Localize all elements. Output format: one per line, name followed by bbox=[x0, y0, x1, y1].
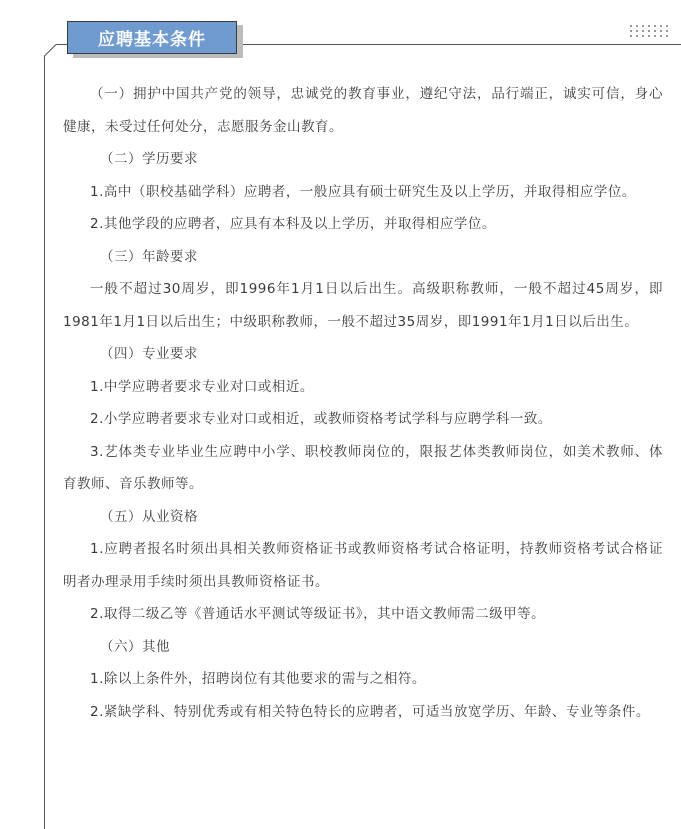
paragraph-major-1: 1.中学应聘者要求专业对口或相近。 bbox=[90, 378, 314, 395]
heading-other: （六）其他 bbox=[100, 638, 170, 655]
paragraph-age: 一般不超过30周岁，即1996年1月1日以后出生。高级职称教师，一般不超过45周岁，即1981年1月1日以后出生；中级职称教师，一般不超过35周岁，即1991年1月1日以后出生。 bbox=[63, 281, 663, 330]
section-title: 应聘基本条件 bbox=[98, 30, 206, 50]
paragraph-1: （一）拥护中国共产党的领导，忠诚党的教育事业，遵纪守法，品行端正，诚实可信，身心健康，未受过任何处分，志愿服务金山教育。 bbox=[63, 86, 663, 135]
heading-qualification: （五）从业资格 bbox=[100, 508, 198, 525]
heading-major: （四）专业要求 bbox=[100, 346, 198, 362]
paragraph-education-1: 1.高中（职校基础学科）应聘者，一般应具有硕士研究生及以上学历，并取得相应学位。 bbox=[90, 183, 636, 200]
conditions-body bbox=[63, 78, 663, 728]
paragraph-other-1: 1.除以上条件外，招聘岗位有其他要求的需与之相符。 bbox=[90, 671, 426, 687]
paragraph-qualification-1: 1.应聘者报名时须出具相关教师资格证书或教师资格考试合格证明，持教师资格考试合格证明者办理录用手续时须出具教师资格证书。 bbox=[63, 541, 663, 590]
frame-left-border bbox=[44, 56, 45, 829]
paragraph-major-3: 3.艺体类专业毕业生应聘中小学、职校教师岗位的，限报艺体类教师岗位，如美术教师、体育教师、音乐教师等。 bbox=[63, 443, 663, 492]
paragraph-qualification-2: 2.取得二级乙等《普通话水平测试等级证书》，其中语文教师需二级甲等。 bbox=[90, 606, 546, 622]
paragraph-major-2: 2.小学应聘者要求专业对口或相近，或教师资格考试学科与应聘学科一致。 bbox=[90, 411, 552, 427]
heading-age: （三）年龄要求 bbox=[100, 248, 198, 265]
paragraph-other-2: 2.紧缺学科、特别优秀或有相关特色特长的应聘者，可适当放宽学历、年龄、专业等条件。 bbox=[90, 703, 650, 720]
heading-education: （二）学历要求 bbox=[100, 151, 198, 167]
header-tab bbox=[67, 21, 237, 54]
dot-grid-decoration bbox=[629, 24, 671, 40]
paragraph-education-2: 2.其他学段的应聘者，应具有本科及以上学历，并取得相应学位。 bbox=[90, 216, 496, 232]
frame-corner-bevel bbox=[44, 44, 57, 57]
